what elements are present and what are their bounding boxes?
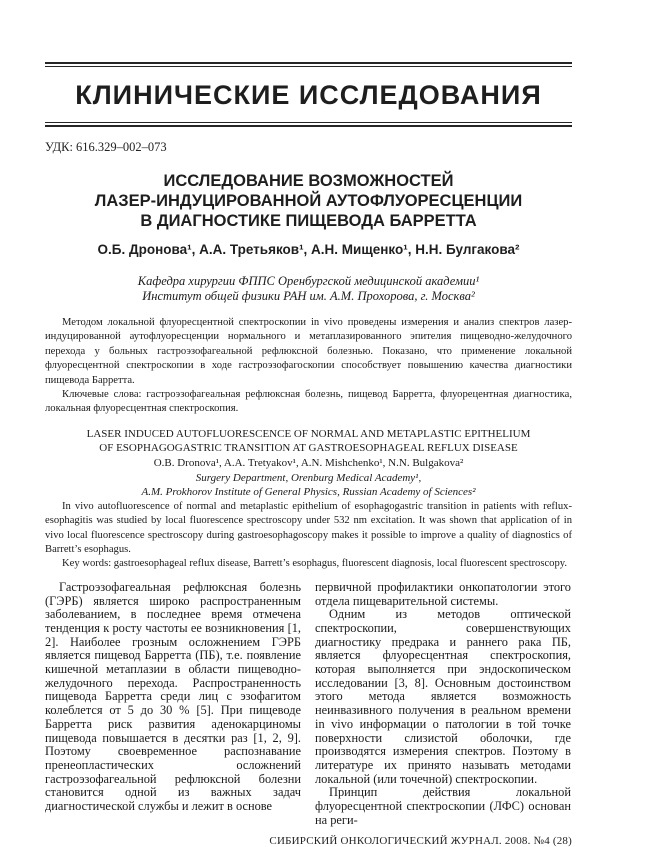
- affiliation-line: Институт общей физики РАН им. А.М. Прохорова, г. Москва²: [142, 289, 475, 303]
- body-right-column: [315, 581, 571, 828]
- abstract-english: [45, 500, 572, 572]
- english-heading-line: LASER INDUCED AUTOFLUORESCENCE OF NORMAL AND METAPLASTIC EPITHELIUM: [86, 427, 531, 440]
- paragraph: Принцип действия локальной флуоресцентной спектроскопии (ЛФС) основан на реги-: [315, 785, 571, 827]
- paragraph: Ключевые слова: гастроэзофагеальная рефлюксная болезнь, пищевод Барретта, флуорецентная диагностика, локальная флуоресцентная спектроскопия.: [45, 389, 572, 415]
- udc-code: УДК: 616.329–002–073: [45, 140, 167, 154]
- banner-bottom-rule: [45, 122, 572, 127]
- abstract-russian: [45, 316, 572, 417]
- paragraph: Гастроэзофагеальная рефлюксная болезнь (ГЭРБ) является широко распространенным заболеванием, в последнее время отмечена тенденция к росту частоты ее возникновения [1, 2]. Наиболее грозным осложнением ГЭРБ является пищевод Барретта (ПБ), т.е. появление кишечной метаплазии в области пищеводно-желудочного перехода. Распространенность пищевода Барретта среди лиц с эзофагитом колеблется от 5 до 30 % [5]. При пищеводе Барретта риск развития аденокарциномы пищевода повышается в десятки раз [1, 2, 9]. Поэтому своевременное распознавание пренеопластических осложнений гастроэзофагеальной рефлюксной болезни становится одной из важных задач диагностической службы и лежит в основе: [45, 579, 301, 814]
- paragraph: первичной профилактики онкопатологии этого отдела пищеварительной системы.: [315, 579, 571, 608]
- article-title-line: ИССЛЕДОВАНИЕ ВОЗМОЖНОСТЕЙ: [163, 172, 454, 190]
- paragraph: Одним из методов оптической спектроскопии, совершенствующих диагностику предрака и раннего рака ПБ, является флуоресцентная спектроскопия, которая выполняется при эндоскопическом исследовании [3, 8]. Основным достоинством этого метода является возможность неинвазивного получения в реальном времени in vivo информации о патологии в той точке поверхности слизистой оболочки, где производятся измерения спектров. Поэтому в литературе их принято называть методами локальной (или точечной) спектроскопии.: [315, 607, 571, 786]
- english-heading-line: OF ESOPHAGOGASTRIC TRANSITION AT GASTROESOPHAGEAL REFLUX DISEASE: [99, 442, 518, 455]
- section-banner: [45, 62, 572, 127]
- paragraph: Key words: gastroesophageal reflux disease, Barrett’s esophagus, fluorescent diagnosis, local fluorescent spectroscopy.: [62, 558, 568, 570]
- affiliation-line: Кафедра хирургии ФППС Оренбургской медицинской академии¹: [137, 274, 480, 288]
- journal-footer: СИБИРСКИЙ ОНКОЛОГИЧЕСКИЙ ЖУРНАЛ. 2008. №4 (28): [269, 834, 572, 847]
- affiliations: [45, 274, 572, 304]
- english-affiliation-line: Surgery Department, Orenburg Medical Academy¹,: [195, 471, 422, 484]
- body-text: [45, 581, 572, 828]
- english-heading-line: O.B. Dronova¹, A.A. Tretyakov¹, A.N. Mishchenko¹, N.N. Bulgakova²: [153, 457, 464, 470]
- section-title: КЛИНИЧЕСКИЕ ИССЛЕДОВАНИЯ: [75, 80, 542, 110]
- article-title: [45, 171, 572, 231]
- english-heading-block: [45, 427, 572, 500]
- body-left-column: [45, 581, 301, 828]
- authors-line: О.Б. Дронова¹, А.А. Третьяков¹, А.Н. Мищенко¹, Н.Н. Булгакова²: [97, 242, 520, 257]
- paragraph: Методом локальной флуоресцентной спектроскопии in vivo проведены измерения и анализ спектров лазер-индуцированной аутофлуоресценции нормального и метаплазированного эпителия пищеводно-желудочного перехода у больных гастроэзофагеальной рефлюксной болезнью. Показано, что применение локальной флуоресцентной спектроскопии в ходе гастроэзофагоскопии способствует повышению качества диагностики пищевода Барретта.: [45, 317, 572, 386]
- english-affiliation-line: A.M. Prokhorov Institute of General Physics, Russian Academy of Sciences²: [141, 486, 476, 499]
- article-title-line: ЛАЗЕР-ИНДУЦИРОВАННОЙ АУТОФЛУОРЕСЦЕНЦИИ: [94, 192, 523, 210]
- paragraph: In vivo autofluorescence of normal and metaplastic epithelium of esophagogastric transition in patients with reflux-esophagitis was studied by local fluorescence spectroscopy under 532 nm excitation. It was shown that application of in vivo local fluorescence spectroscopy during gastroesophagoscopy makes it possible to improve a quality of diagnostics of Barrett’s esophagus.: [45, 500, 572, 556]
- article-title-line: В ДИАГНОСТИКЕ ПИЩЕВОДА БАРРЕТТА: [140, 212, 477, 230]
